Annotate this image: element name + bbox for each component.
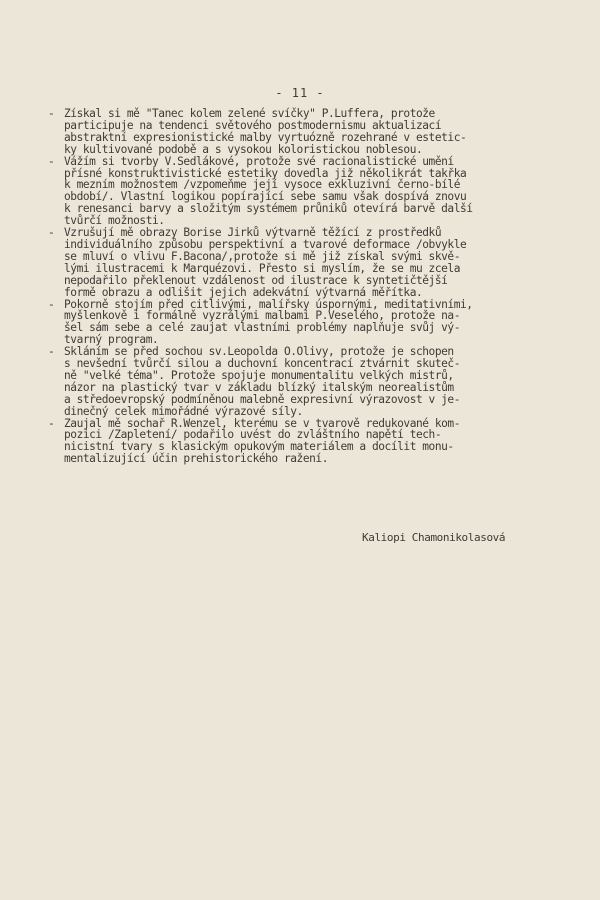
bullet-dash: - — [48, 297, 55, 311]
text-line: formě obrazu a odlišit jejich adekvátní výtvarná měřítka. — [64, 285, 423, 299]
text-line: tvůrčí možnosti. — [64, 214, 165, 228]
text-line: Získal si mě "Tanec kolem zelené svíčky" P.Luffera, protože — [64, 107, 435, 120]
text-line: Zaujal mě sochař R.Wenzel, kterému se v tvarově redukované kom- — [64, 416, 460, 430]
text-line: myšlenkově i formálně vyzrálými malbami P.Veselého, protože na- — [64, 309, 460, 323]
bullet-dash: - — [48, 345, 55, 359]
paragraph — [48, 418, 588, 466]
text-line: pozici /Zapletení/ podařilo uvést do zvláštního napětí tech- — [64, 428, 442, 442]
bullet-dash: - — [48, 416, 55, 430]
text-line: Pokorně stojím před citlivými, malířsky úspornými, meditativními, — [64, 297, 473, 311]
text-line: přísné konstruktivistické estetiky dovedla již několikrát takřka — [64, 166, 467, 180]
text-line: období/. Vlastní logikou popírající sebe samu však dospívá znovu — [64, 190, 467, 204]
text-line: k renesanci barvy a složitým systémem průniků otevírá barvě další — [64, 202, 473, 216]
text-line: individuálního způsobu perspektivní a tvarové deformace /obvykle — [64, 237, 467, 251]
text-line: se mluví o vlivu F.Bacona/,protože si mě již získal svými skvě- — [64, 249, 460, 263]
paragraph — [48, 227, 588, 298]
page-number: - 11 - — [275, 86, 325, 100]
text-line: a středoevropský podmíněnou malebně expresivní výrazovost v je- — [64, 392, 460, 406]
paragraph — [48, 156, 588, 227]
text-line: šel sám sebe a celé zaujat vlastními problémy naplňuje svůj vý- — [64, 321, 460, 335]
text-line: ně "velké téma". Protože spojuje monumentalitu velkých mistrů, — [64, 368, 454, 382]
text-line: lými ilustracemi k Marquézovi. Přesto si myslím, že se mu zcela — [64, 261, 460, 275]
text-line: nicistní tvary s klasickým opukovým materiálem a docílit monu- — [64, 440, 454, 454]
paragraph — [48, 108, 588, 156]
bullet-dash: - — [48, 107, 55, 120]
text-line: Vážím si tvorby V.Sedlákové, protože své racionalistické umění — [64, 154, 454, 168]
text-line: abstraktní expresionistické malby vyrtuózně rozehrané v estetic- — [64, 130, 467, 144]
text-line: participuje na tendenci světového postmodernismu aktualizací — [64, 118, 442, 132]
text-line: ky kultivované podobě a s vysokou koloristickou noblesou. — [64, 142, 423, 156]
paragraph — [48, 346, 588, 417]
text-line: názor na plastický tvar v základu blízký italským neorealistům — [64, 380, 454, 394]
text-line: k mezním možnostem /vzpomeňme její vysoce exkluzivní černo-bílé — [64, 178, 460, 192]
bullet-dash: - — [48, 154, 55, 168]
body-text — [48, 108, 588, 465]
text-line: Skláním se před sochou sv.Leopolda O.Olivy, protože je schopen — [64, 345, 454, 359]
author-signature: Kaliopi Chamonikolasová — [362, 531, 506, 544]
text-line: tvarný program. — [64, 333, 159, 347]
paragraph — [48, 299, 588, 347]
text-line: mentalizující účin prehistorického ražení. — [64, 452, 328, 466]
bullet-dash: - — [48, 226, 55, 240]
text-line: Vzrušují mě obrazy Borise Jirků výtvarně těžící z prostředků — [64, 226, 442, 240]
text-line: nepodařilo překlenout vzdálenost od ilustrace k syntetičtější — [64, 273, 448, 287]
text-line: dinečný celek mimořádné výrazové síly. — [64, 404, 303, 418]
text-line: s nevšední tvůrčí silou a duchovní koncentrací ztvárnit skuteč- — [64, 357, 460, 371]
